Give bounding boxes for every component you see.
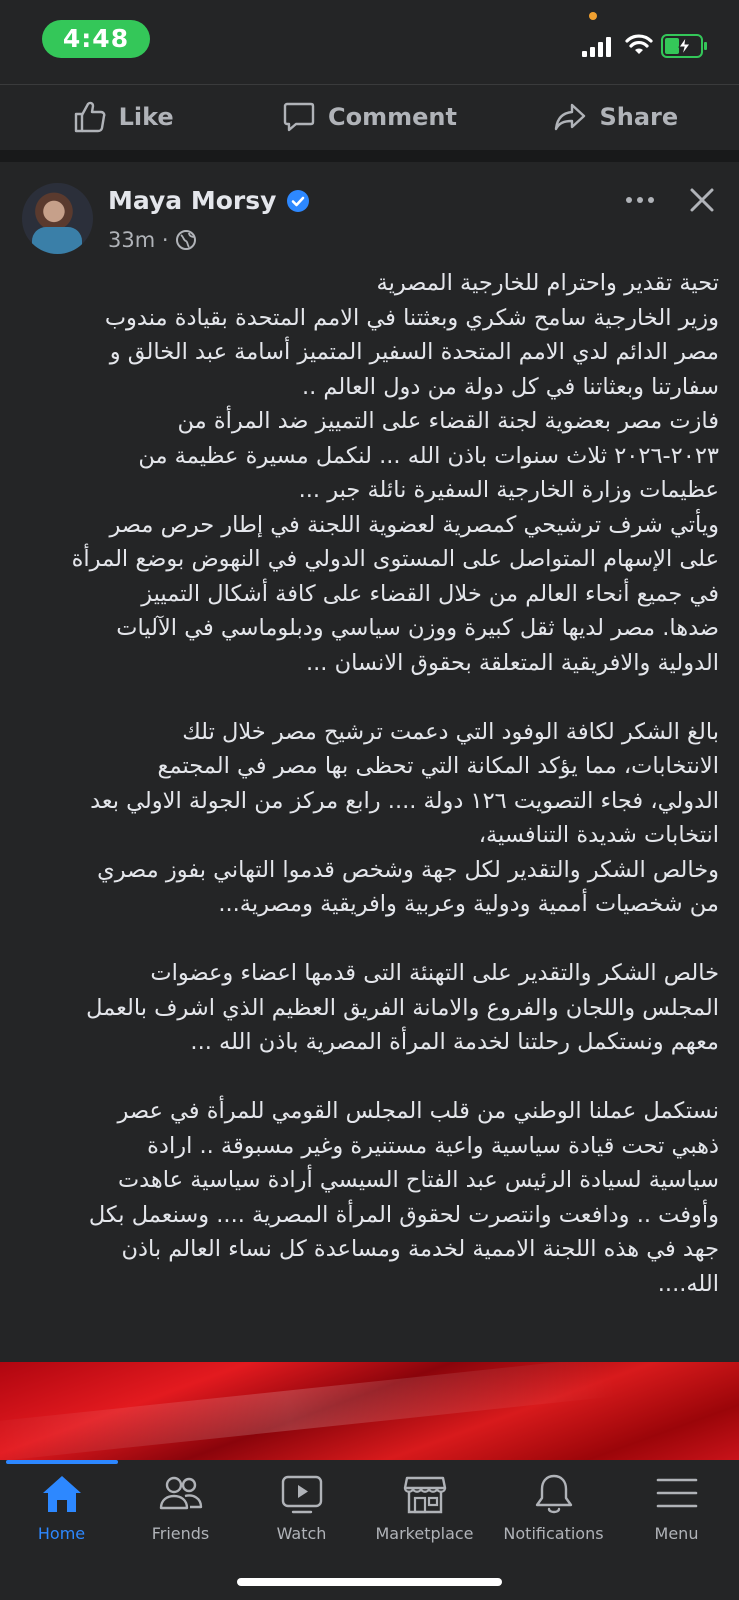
battery-charging-icon	[661, 34, 709, 58]
post-text-line: ٢٠٢٣-٢٠٢٦ ثلاث سنوات باذن الله ... لنكمل مسيرة عظيمة من	[138, 442, 719, 469]
tab-label: Home	[37, 1524, 86, 1543]
post-text-blank-line	[22, 680, 719, 715]
bell-icon	[531, 1472, 577, 1516]
post-text-line: بالغ الشكر لكافة الوفود التي دعمت ترشيح مصر خلال تلك	[182, 718, 719, 745]
like-label: Like	[118, 102, 174, 131]
post-text-line: ضدها. مصر لديها ثقل كبيرة ووزن سياسي ودبلوماسي في الآليات	[116, 615, 719, 641]
post-text-line: الله....	[657, 1270, 719, 1297]
more-dot-icon	[637, 197, 643, 203]
tab-label: Menu	[654, 1524, 699, 1543]
like-button[interactable]	[0, 85, 246, 148]
more-dot-icon	[626, 197, 632, 203]
home-indicator	[237, 1578, 502, 1586]
post-text-line: من شخصيات أممية ودولية وعربية وافريقية ومصرية...	[218, 891, 719, 917]
post-text-line: وزير الخارجية سامح شكري وبعثتنا في الامم المتحدة بقيادة مندوب	[104, 304, 719, 331]
feed-divider	[0, 150, 739, 162]
status-time: 4:48	[42, 20, 150, 58]
tab-notifications[interactable]	[492, 1472, 615, 1550]
post-text-line: وخالص الشكر والتقدير لكل جهة وشخص قدموا التهاني بفوز مصري	[97, 856, 719, 883]
post-action-bar	[0, 84, 739, 148]
post-text-line: الانتخابات، مما يؤكد المكانة التي تحظى بها مصر في المجتمع	[157, 753, 719, 779]
tab-label: Watch	[276, 1524, 327, 1543]
post-text-line: ذهبي تحت قيادة سياسية واعية مستنيرة وغير مسبوقة .. ارادة	[147, 1132, 719, 1159]
tab-marketplace[interactable]	[363, 1472, 486, 1550]
post-text-line: معهم ونستكمل رحلتنا لخدمة المرأة المصرية باذن الله ...	[190, 1029, 719, 1055]
thumbs-up-icon	[73, 100, 107, 134]
post-text-line: مصر الدائم لدي الامم المتحدة السفير المتميز أسامة عبد الخالق و	[109, 339, 719, 365]
post-image[interactable]	[0, 1362, 739, 1460]
tab-label: Notifications	[503, 1524, 604, 1543]
author-name[interactable]: Maya Morsy	[108, 186, 277, 215]
close-icon[interactable]	[684, 182, 720, 218]
post-text-line: فازت مصر بعضوية لجنة القضاء على التمييز ضد المرأة من	[177, 408, 719, 434]
globe-icon	[175, 229, 197, 251]
post-text-line: جهد في هذه اللجنة الاممية لخدمة ومساعدة كل نساء العالم باذن	[121, 1236, 719, 1262]
verified-badge-icon	[286, 189, 310, 213]
author-avatar[interactable]	[22, 183, 93, 254]
comment-label: Comment	[328, 102, 457, 131]
menu-icon	[654, 1472, 700, 1516]
post-text-line: على الإسهام المتواصل على المستوى الدولي في النهوض بوضع المرأة	[71, 546, 719, 572]
post-author	[108, 186, 310, 215]
post-text-blank-line	[22, 1060, 719, 1095]
share-button[interactable]	[493, 85, 739, 148]
post-card	[0, 162, 739, 1362]
post-timestamp[interactable]: 33m ·	[108, 228, 169, 252]
wifi-icon	[625, 34, 653, 56]
post-meta	[108, 228, 197, 252]
post-text-line: ويأتي شرف ترشيحي كمصرية لعضوية اللجنة في إطار حرص مصر	[109, 511, 719, 538]
image-sheen	[0, 1362, 739, 1460]
post-text-line: عظيمات وزارة الخارجية السفيرة نائلة جبر ...	[298, 477, 719, 503]
post-text-line: وأوفت .. ودافعت وانتصرت لحقوق المرأة المصرية .... وسنعمل بكل	[88, 1201, 719, 1228]
post-text-line: نستكمل عملنا الوطني من قلب المجلس القومي للمرأة في عصر	[117, 1098, 719, 1124]
post-text-blank-line	[22, 922, 719, 957]
more-options-button[interactable]	[620, 188, 660, 212]
active-tab-indicator	[6, 1460, 118, 1464]
tab-label: Friends	[151, 1524, 210, 1543]
post-text-line: في جميع أنحاء العالم من خلال القضاء على كافة أشكال التمييز	[141, 580, 719, 607]
post-text-line: انتخابات شديدة التنافسية،	[478, 822, 719, 848]
post-text	[22, 266, 719, 1301]
watch-icon	[279, 1472, 325, 1516]
home-icon	[39, 1472, 85, 1516]
marketplace-icon	[402, 1472, 448, 1516]
post-text-line: تحية تقدير واحترام للخارجية المصرية	[376, 270, 719, 296]
tab-watch[interactable]	[240, 1472, 363, 1550]
post-text-line: سياسية لسيادة الرئيس عبد الفتاح السيسي أرادة سياسية عاهدت	[117, 1167, 719, 1193]
post-text-line: المجلس واللجان والفروع والامانة الفريق العظيم الذي اشرف بالعمل	[86, 994, 719, 1021]
friends-icon	[158, 1472, 204, 1516]
cellular-signal-icon	[582, 37, 614, 57]
comment-button[interactable]	[246, 85, 492, 148]
share-label: Share	[599, 102, 679, 131]
tab-friends[interactable]	[119, 1472, 242, 1550]
more-dot-icon	[648, 197, 654, 203]
tab-home[interactable]	[0, 1472, 123, 1550]
post-text-line: الدولي، فجاء التصويت ١٢٦ دولة .... رابع مركز من الجولة الاولي بعد	[90, 787, 719, 814]
post-text-line: الدولية والافريقية المتعلقة بحقوق الانسان ...	[305, 649, 719, 676]
comment-icon	[282, 100, 316, 134]
tab-label: Marketplace	[375, 1524, 474, 1543]
privacy-indicator-dot	[589, 12, 597, 20]
status-bar	[0, 0, 739, 80]
post-text-line: خالص الشكر والتقدير على التهنئة التى قدمها اعضاء وعضوات	[150, 960, 719, 986]
tab-menu[interactable]	[615, 1472, 738, 1550]
share-arrow-icon	[553, 100, 587, 134]
post-text-line: سفارتنا وبعثاتنا في كل دولة من دول العالم ..	[301, 373, 719, 400]
